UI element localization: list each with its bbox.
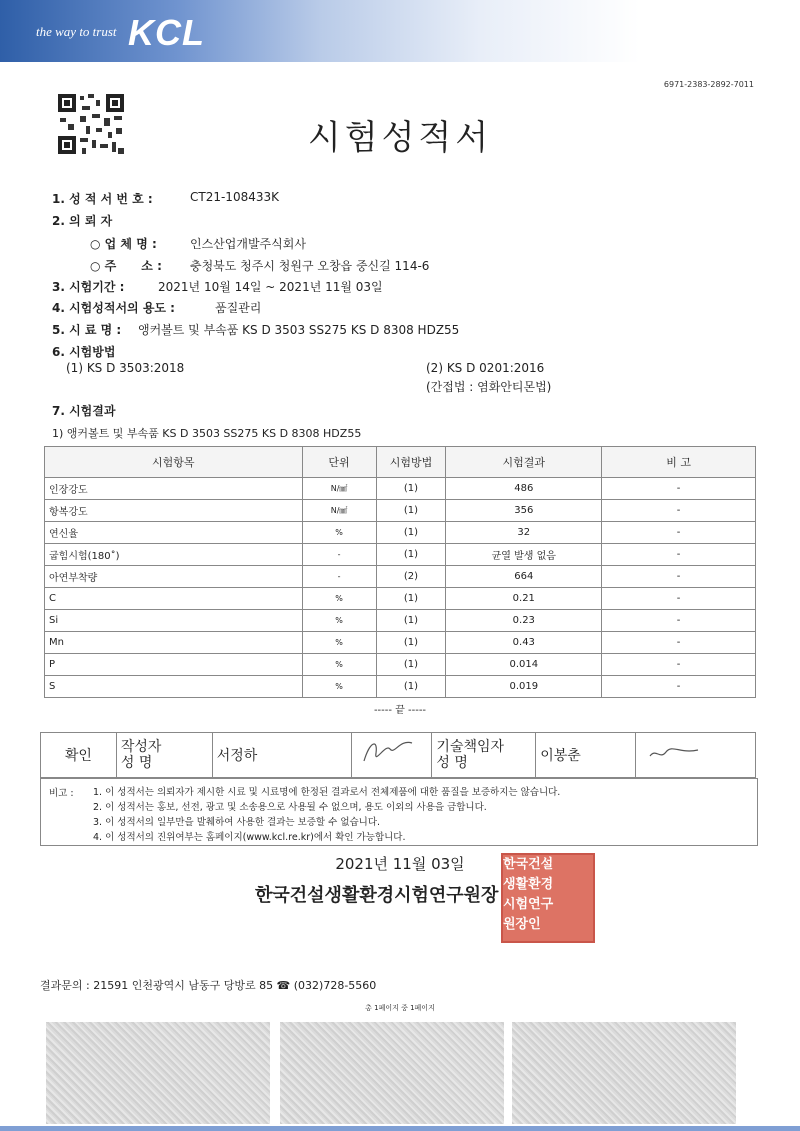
- company-name: 인스산업개발주식회사: [190, 237, 306, 251]
- footer-bar: [0, 1126, 800, 1131]
- results-table: [44, 446, 756, 698]
- cell-result: 0.014: [446, 654, 602, 676]
- cell-remarks: -: [602, 566, 756, 588]
- cell-remarks: -: [602, 676, 756, 698]
- cell-remarks: -: [602, 588, 756, 610]
- cell-unit: -: [302, 566, 376, 588]
- cell-method: (1): [376, 588, 446, 610]
- method-2: (2) KS D 0201:2016: [426, 361, 545, 375]
- cell-unit: N/㎟: [302, 500, 376, 522]
- sample-name: 앵커볼트 및 부속품 KS D 3503 SS275 KS D 8308 HDZ55: [138, 323, 460, 337]
- note-item: 1. 이 성적서는 의뢰자가 제시한 시료 및 시료명에 한정된 결과로서 전체제품에 대한 품질을 보증하지는 않습니다.: [93, 787, 561, 798]
- signature-icon: [356, 735, 426, 771]
- table-row: [45, 566, 756, 588]
- seal-text: 생활환경: [503, 877, 554, 892]
- cell-remarks: -: [602, 478, 756, 500]
- notes-label: 비고 :: [49, 788, 74, 799]
- cell-remarks: -: [602, 522, 756, 544]
- table-row: [45, 500, 756, 522]
- cell-item: 아연부착량: [45, 566, 303, 588]
- method-label: 6. 시험방법: [52, 345, 116, 359]
- cell-result: 0.019: [446, 676, 602, 698]
- col-header-method: 시험방법: [376, 447, 446, 478]
- signature-table: [40, 732, 756, 778]
- sample-label: 5. 시 료 명 :: [52, 323, 122, 337]
- cell-unit: %: [302, 522, 376, 544]
- table-row: [45, 610, 756, 632]
- method-2-note: (간접법 : 염화안티몬법): [426, 380, 552, 394]
- cell-method: (2): [376, 566, 446, 588]
- table-header-row: [45, 447, 756, 478]
- cell-method: (1): [376, 544, 446, 566]
- seal-text: 한국건설: [503, 857, 554, 872]
- cell-item: Si: [45, 610, 303, 632]
- tech-manager-name: 이봉춘: [536, 733, 636, 778]
- cell-remarks: -: [602, 610, 756, 632]
- test-period: 2021년 10월 14일 ~ 2021년 11월 03일: [158, 280, 383, 294]
- cell-result: 486: [446, 478, 602, 500]
- cell-unit: N/㎟: [302, 478, 376, 500]
- col-header-item: 시험항목: [45, 447, 303, 478]
- cell-method: (1): [376, 676, 446, 698]
- cell-result: 664: [446, 566, 602, 588]
- table-row: [45, 654, 756, 676]
- institution-name: 한국건설생활환경시험연구원장: [255, 885, 499, 906]
- cell-item: S: [45, 676, 303, 698]
- table-row: [45, 676, 756, 698]
- cell-result: 32: [446, 522, 602, 544]
- author-label: 작성자 성 명: [116, 733, 212, 778]
- cell-result: 균열 발생 없음: [446, 544, 602, 566]
- client-label: 2. 의 뢰 자: [52, 214, 113, 228]
- page-number: 총 1페이지 중 1페이지: [365, 1004, 435, 1012]
- cell-result: 0.23: [446, 610, 602, 632]
- official-seal: [501, 853, 595, 943]
- cell-item: C: [45, 588, 303, 610]
- cell-result: 0.43: [446, 632, 602, 654]
- table-row: [45, 588, 756, 610]
- document-id: 6971-2383-2892-7011: [663, 80, 754, 89]
- issue-date: 2021년 11월 03일: [335, 855, 465, 873]
- tech-manager-label: 기술책임자 성 명: [432, 733, 536, 778]
- col-header-unit: 단위: [302, 447, 376, 478]
- company-label: ○ 업 체 명 :: [90, 237, 157, 251]
- cell-method: (1): [376, 610, 446, 632]
- cell-item: 인장강도: [45, 478, 303, 500]
- header-banner: [0, 0, 800, 62]
- note-item: 3. 이 성적서의 일부만을 발췌하여 사용한 결과는 보증할 수 없습니다.: [93, 817, 381, 828]
- cell-method: (1): [376, 632, 446, 654]
- period-label: 3. 시험기간 :: [52, 280, 125, 294]
- tech-manager-signature: [636, 733, 756, 778]
- author-signature: [352, 733, 432, 778]
- seal-text: 시험연구: [503, 897, 554, 912]
- cell-result: 0.21: [446, 588, 602, 610]
- cell-unit: %: [302, 610, 376, 632]
- table-row: [45, 632, 756, 654]
- cell-unit: -: [302, 544, 376, 566]
- address-label: ○ 주 소 :: [90, 259, 162, 273]
- table-row: [45, 478, 756, 500]
- security-pattern: [512, 1022, 736, 1124]
- note-item: 2. 이 성적서는 홍보, 선전, 광고 및 소송용으로 사용될 수 없으며, 용도 이외의 사용을 금합니다.: [93, 802, 487, 813]
- cell-item: 연신율: [45, 522, 303, 544]
- result-subtitle: 1) 앵커볼트 및 부속품 KS D 3503 SS275 KS D 8308 HDZ55: [52, 427, 362, 440]
- end-mark: ----- 끝 -----: [373, 705, 427, 716]
- tagline: the way to trust: [36, 24, 117, 39]
- contact-info: 결과문의 : 21591 인천광역시 남동구 당방로 85 ☎ (032)728-5560: [40, 979, 377, 992]
- cell-item: P: [45, 654, 303, 676]
- cell-method: (1): [376, 478, 446, 500]
- author-name: 서정하: [212, 733, 352, 778]
- table-row: [45, 544, 756, 566]
- cell-item: 굽힘시험(180˚): [45, 544, 303, 566]
- signature-icon: [640, 738, 710, 768]
- cell-remarks: -: [602, 500, 756, 522]
- cell-method: (1): [376, 500, 446, 522]
- confirm-label: 확인: [41, 733, 117, 778]
- cell-unit: %: [302, 676, 376, 698]
- cell-item: Mn: [45, 632, 303, 654]
- result-label: 7. 시험결과: [52, 404, 116, 418]
- cert-no: CT21-108433K: [190, 190, 279, 204]
- cell-unit: %: [302, 588, 376, 610]
- security-pattern: [46, 1022, 270, 1124]
- cell-method: (1): [376, 654, 446, 676]
- security-pattern: [280, 1022, 504, 1124]
- cell-item: 항복강도: [45, 500, 303, 522]
- cell-unit: %: [302, 632, 376, 654]
- kcl-logo: KCL: [128, 12, 205, 53]
- purpose: 품질관리: [215, 301, 262, 315]
- cell-unit: %: [302, 654, 376, 676]
- cell-result: 356: [446, 500, 602, 522]
- table-row: [45, 522, 756, 544]
- col-header-remarks: 비 고: [602, 447, 756, 478]
- address: 충청북도 청주시 청원구 오창읍 중신길 114-6: [190, 259, 430, 273]
- col-header-result: 시험결과: [446, 447, 602, 478]
- purpose-label: 4. 시험성적서의 용도 :: [52, 301, 175, 315]
- cell-method: (1): [376, 522, 446, 544]
- notes-box: [40, 778, 758, 846]
- cert-no-label: 1. 성 적 서 번 호 :: [52, 192, 153, 206]
- cell-remarks: -: [602, 544, 756, 566]
- note-item: 4. 이 성적서의 진위여부는 홈페이지(www.kcl.re.kr)에서 확인 가능합니다.: [93, 832, 406, 843]
- seal-text: 원장인: [503, 917, 541, 932]
- document-title: 시험성적서: [307, 118, 493, 158]
- cell-remarks: -: [602, 632, 756, 654]
- method-1: (1) KS D 3503:2018: [66, 361, 185, 375]
- cell-remarks: -: [602, 654, 756, 676]
